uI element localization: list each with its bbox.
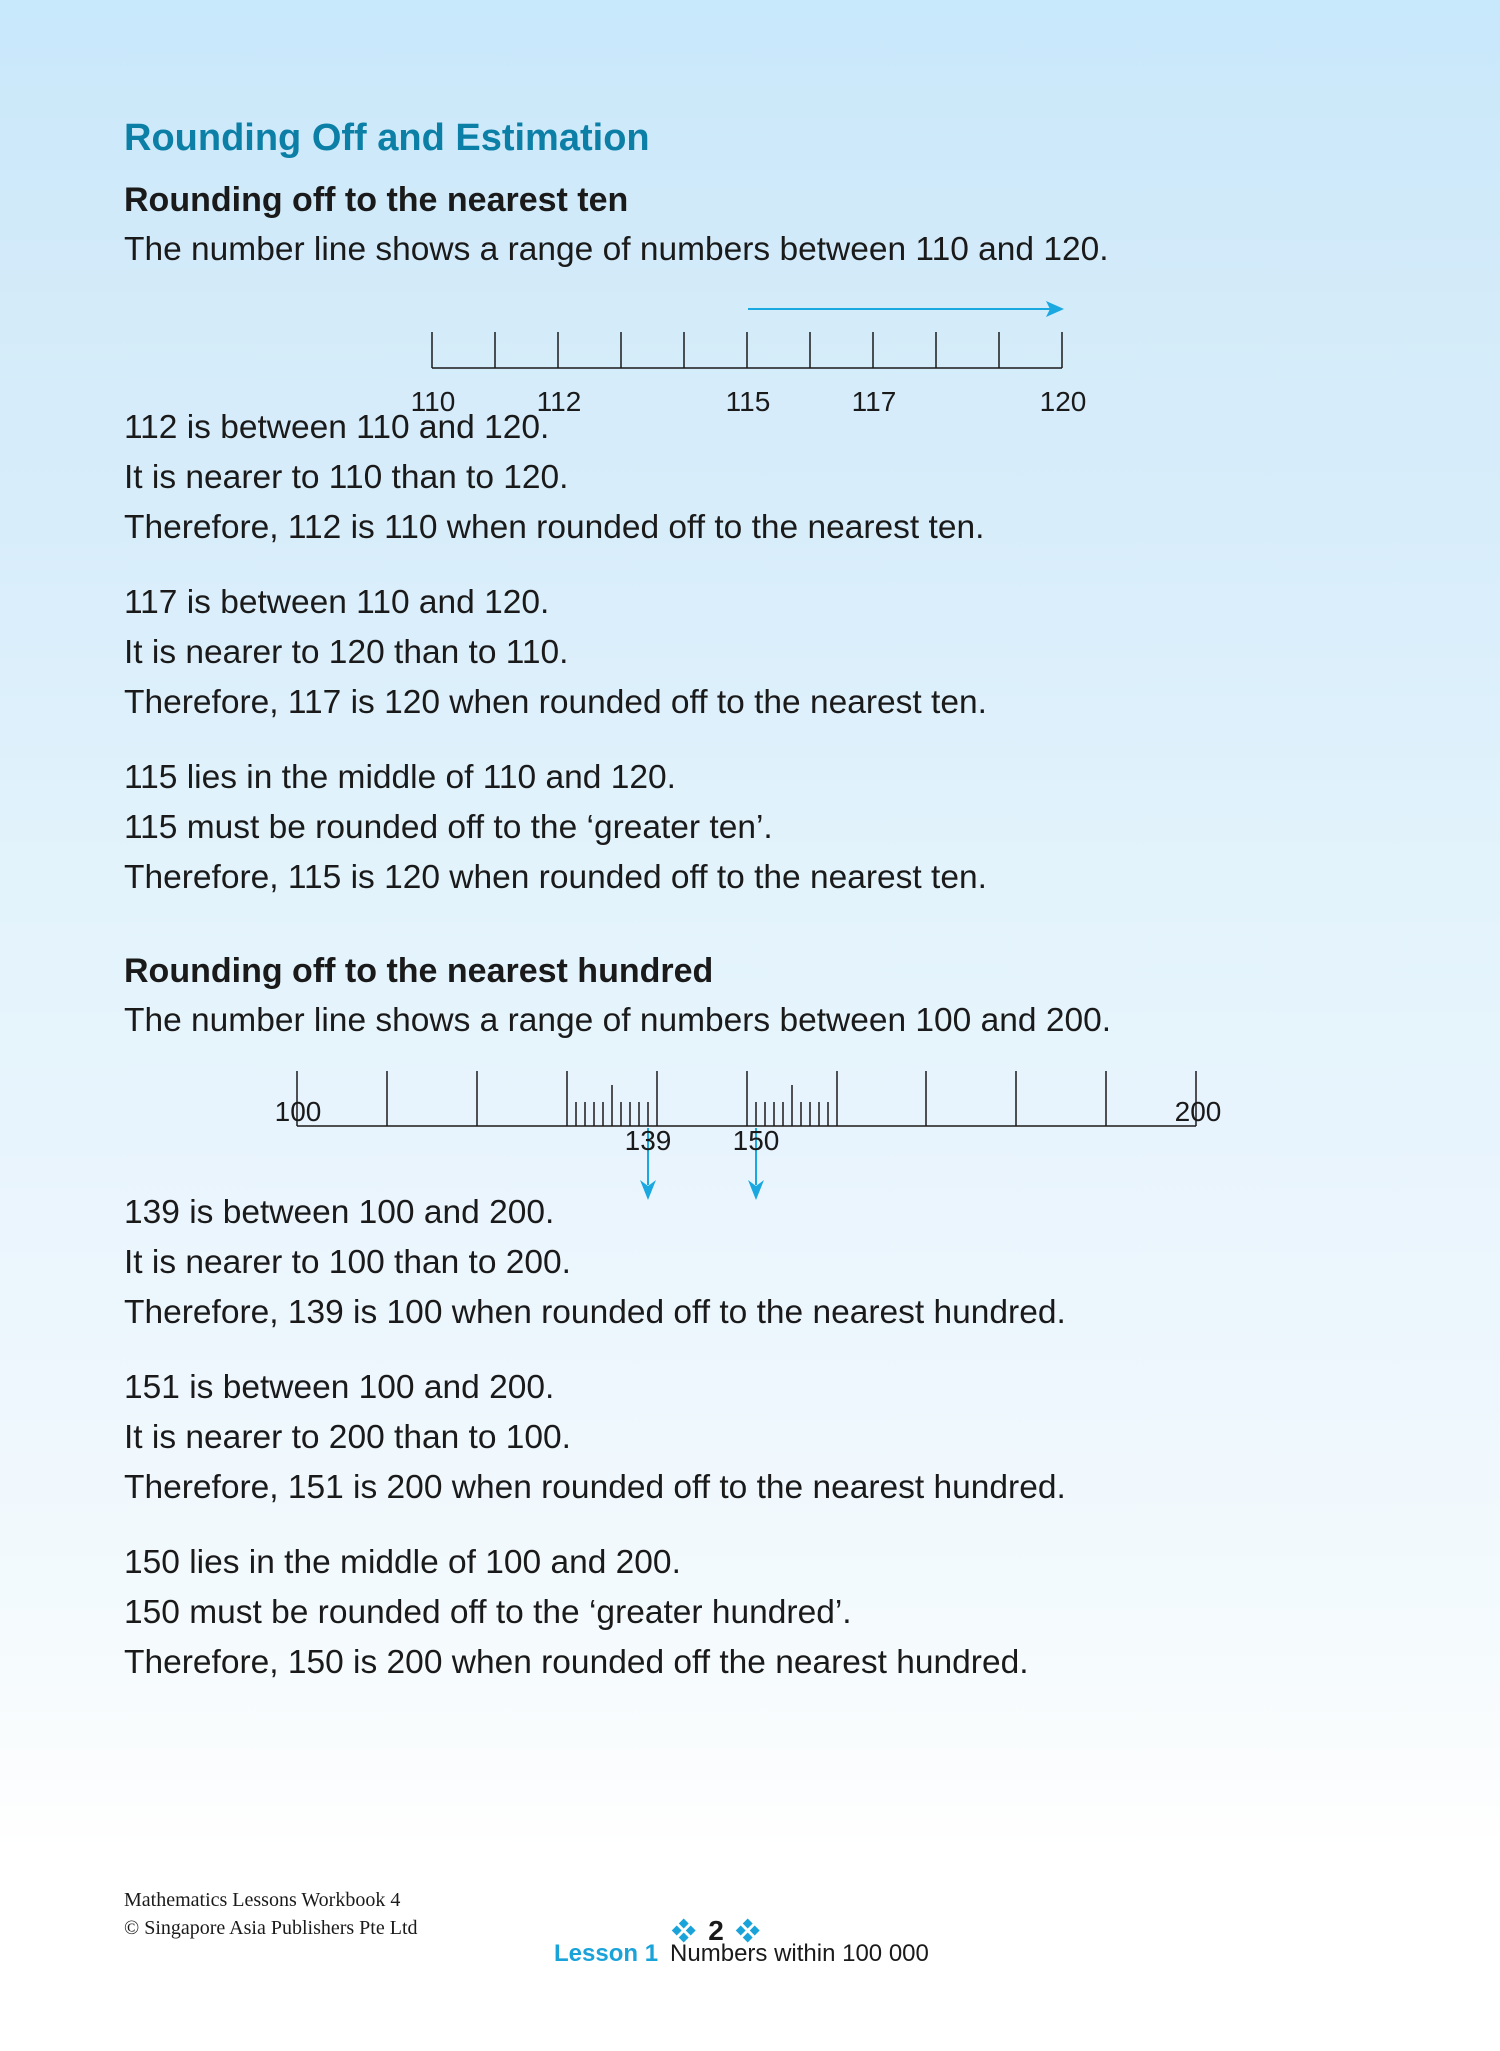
text-line: It is nearer to 200 than to 100. bbox=[124, 1419, 571, 1456]
lesson-label: Lesson 1 bbox=[554, 1940, 659, 1967]
marker-label-150: 150 bbox=[732, 1125, 780, 1156]
nl-label-110: 110 bbox=[410, 386, 456, 417]
lesson-footer bbox=[554, 1940, 929, 1968]
text-line: Therefore, 112 is 110 when rounded off to the nearest ten. bbox=[124, 509, 985, 546]
text-line: Therefore, 151 is 200 when rounded off to the nearest hundred. bbox=[124, 1469, 1066, 1506]
nl-label-115: 115 bbox=[725, 386, 771, 417]
page-title: Rounding Off and Estimation bbox=[124, 117, 650, 159]
arrow-115-to-120 bbox=[748, 301, 1064, 317]
text-line: 115 lies in the middle of 110 and 120. bbox=[124, 759, 676, 796]
intro-hundred: The number line shows a range of numbers between 100 and 200. bbox=[124, 1002, 1112, 1039]
section-heading-hundred: Rounding off to the nearest hundred bbox=[124, 952, 714, 990]
intro-ten: The number line shows a range of numbers between 110 and 120. bbox=[124, 231, 1109, 268]
number-line-hundred bbox=[297, 1071, 1196, 1126]
text-line: It is nearer to 110 than to 120. bbox=[124, 459, 569, 496]
text-line: It is nearer to 100 than to 200. bbox=[124, 1244, 571, 1281]
nl-label-100: 100 bbox=[274, 1096, 322, 1127]
text-line: 112 is between 110 and 120. bbox=[124, 409, 550, 446]
nl-label-200: 200 bbox=[1174, 1096, 1222, 1127]
nl-label-112: 112 bbox=[536, 386, 582, 417]
lesson-title: Numbers within 100 000 bbox=[670, 1940, 929, 1967]
text-line: It is nearer to 120 than to 110. bbox=[124, 634, 569, 671]
text-line: 150 lies in the middle of 100 and 200. bbox=[124, 1544, 681, 1581]
text-line: Therefore, 139 is 100 when rounded off to the nearest hundred. bbox=[124, 1294, 1066, 1331]
footer-copyright: © Singapore Asia Publishers Pte Ltd bbox=[124, 1917, 418, 1939]
nl-label-120: 120 bbox=[1039, 386, 1087, 417]
page-number-value: 2 bbox=[708, 1915, 724, 1946]
text-line: 117 is between 110 and 120. bbox=[124, 584, 550, 621]
nl-label-117: 117 bbox=[851, 386, 897, 417]
text-line: 139 is between 100 and 200. bbox=[124, 1194, 555, 1231]
text-line: 115 must be rounded off to the ‘greater ten’. bbox=[124, 809, 773, 846]
text-line: Therefore, 115 is 120 when rounded off to the nearest ten. bbox=[124, 859, 987, 896]
text-line: Therefore, 150 is 200 when rounded off the nearest hundred. bbox=[124, 1644, 1029, 1681]
section-heading-ten: Rounding off to the nearest ten bbox=[124, 181, 629, 219]
text-line: 151 is between 100 and 200. bbox=[124, 1369, 555, 1406]
footer-book-title: Mathematics Lessons Workbook 4 bbox=[124, 1889, 401, 1911]
text-line: Therefore, 117 is 120 when rounded off to the nearest ten. bbox=[124, 684, 987, 721]
text-line: 150 must be rounded off to the ‘greater hundred’. bbox=[124, 1594, 852, 1631]
marker-label-139: 139 bbox=[624, 1125, 672, 1156]
